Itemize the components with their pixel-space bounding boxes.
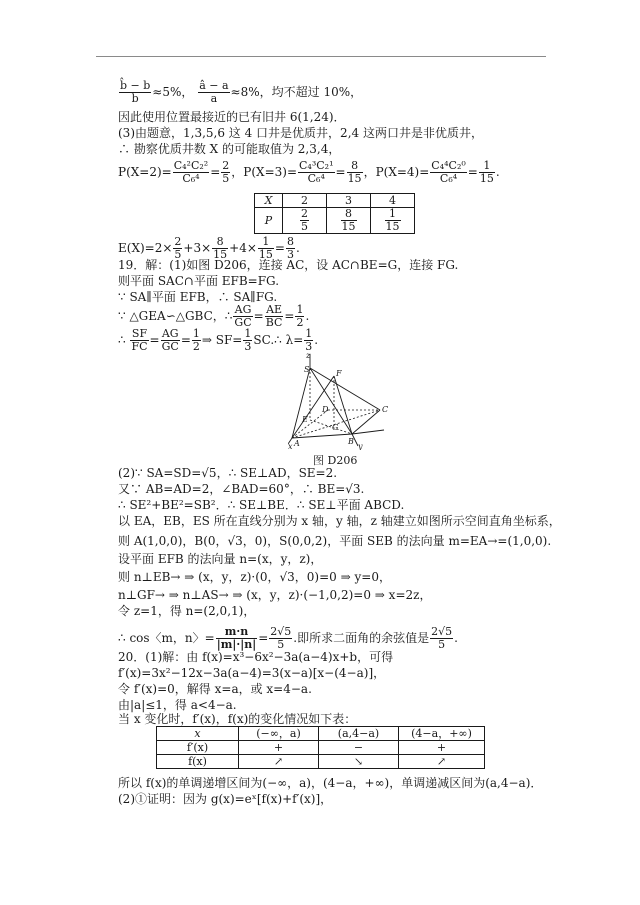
svg-text:y: y: [358, 442, 363, 450]
line-q19k: 设平面 EFB 的法向量 n=(x，y，z)，: [118, 552, 323, 566]
line-x-values: ∴ 勘察优质井数 X 的可能取值为 2,3,4，: [118, 142, 341, 156]
svg-text:A: A: [294, 439, 300, 448]
distribution-table: X 2 3 4 P $\frac{2}{5}$ $\frac{8}{15}$ $\frac{1}{15}$: [254, 193, 415, 234]
line-q19f: (2)∵ SA=SD=√5，∴ SE⊥AD，SE=2.: [118, 466, 338, 480]
line-q3-intro: (3)由题意，1,3,5,6 这 4 口井是优质井，2,4 这两口井是非优质井，: [118, 126, 483, 140]
pyramid-figure: [288, 350, 390, 450]
line-q19m: n⊥GF→ ⇒ n⊥AS→ ⇒ (x，y，z)·(−1,0,2)=0 ⇒ x=2z，: [118, 588, 432, 602]
line-q20g: (2)①证明：因为 g(x)=eˣ[f(x)+f′(x)]，: [118, 792, 333, 806]
fraction-a: $\frac{â - a}{a}$: [199, 79, 229, 105]
fraction-b: $\frac{b̂ - b}{b}$: [120, 79, 151, 105]
prob-cell: $\frac{1}{15}$: [371, 208, 415, 234]
line-q19o: ∴ cos〈m，n〉= $\frac{m\cdot n}{|m|\cdot|n|}$ = $\frac{2√5}{5}$ .即所求二面角的余弦值是 $\frac{2√5}{5}$ .: [118, 625, 458, 651]
prob-cell: $\frac{8}{15}$: [327, 208, 371, 234]
line-q20: 20．(1)解：由 f(x)=x³−6x²−3a(a−4)x+b，可得: [118, 650, 394, 664]
svg-text:G: G: [332, 423, 339, 432]
prob-cell: $\frac{2}{5}$: [283, 208, 327, 234]
line-q20d: 由|a|≤1，得 a<4−a.: [118, 698, 237, 712]
line-q19j: 则 A(1,0,0)，B(0，√3，0)，S(0,0,2)，平面 SEB 的法向量 m=EA→=(1,0,0).: [118, 534, 552, 548]
line-q20b: f′(x)=3x²−12x−3a(a−4)=3(x−a)[x−(4−a)]，: [118, 666, 386, 680]
svg-text:z: z: [306, 351, 311, 360]
line-error-estimates: $\frac{b̂ - b}{b}$ ≈5%， $\frac{â - a}{a}$ ≈8%，均不超过 10%，: [120, 79, 363, 105]
line-q19d: ∵ △GEA∽△GBC，∴ $\frac{AG}{GC}$ = $\frac{AE}{BC}$ = $\frac{1}{2}$ .: [118, 303, 310, 329]
line-q19b: 则平面 SAC∩平面 EFB=FG.: [118, 274, 280, 288]
line-q19g: 又∵ AB=AD=2，∠BAD=60°，∴ BE=√3.: [118, 482, 365, 496]
monotonicity-table: x (−∞，a) (a,4−a) (4−a，+∞) f′(x) + − + f(x) ↗ ↘ ↗: [156, 726, 485, 769]
line-q20e: 当 x 变化时，f′(x)，f(x)的变化情况如下表：: [118, 712, 357, 726]
line-q19: 19．解：(1)如图 D206，连接 AC，设 AC∩BE=G，连接 FG.: [118, 258, 459, 272]
line-q19l: 则 n⊥EB→ ⇒ (x，y，z)·(0，√3，0)=0 ⇒ y=0，: [118, 570, 391, 584]
line-q19i: 以 EA，EB，ES 所在直线分别为 x 轴，y 轴，z 轴建立如图所示空间直角坐标系，: [118, 514, 561, 528]
line-conclusion: 因此使用位置最接近的已有旧井 6(1,24)．: [118, 110, 346, 124]
line-q19e: ∴ $\frac{SF}{FC}$ = $\frac{AG}{GC}$ = $\frac{1}{2}$ ⇒ SF= $\frac{1}{3}$ SC.∴ λ= $\frac{1}{3}$ .: [118, 327, 319, 353]
header-rule: [96, 56, 546, 57]
svg-text:E: E: [302, 415, 308, 424]
line-probabilities: P(X=2)= $\frac{\text{C₄²C₂²}}{\text{C₆⁴}}$ = $\frac{2}{5}$ ，P(X=3)= $\frac{\text{C₄³C₂¹}}{\text{C₆⁴}}$ = $\frac{8}{15}$ ，P(X=4)= $\frac{\text{C₄⁴C₂⁰}}{\text{C₆⁴}}$ = $\frac{1}{15}$ .: [118, 159, 500, 185]
line-q19n: 令 z=1，得 n=(2,0,1)，: [118, 604, 256, 618]
svg-text:C: C: [382, 405, 389, 414]
line-q20c: 令 f′(x)=0，解得 x=a，或 x=4−a.: [118, 682, 312, 696]
line-expectation: E(X)=2× $\frac{2}{5}$ +3× $\frac{8}{15}$ +4× $\frac{1}{15}$ = $\frac{8}{3}$ .: [118, 235, 300, 261]
figure-caption: 图 D206: [313, 454, 358, 467]
svg-text:D: D: [322, 405, 329, 414]
svg-text:S: S: [304, 365, 310, 374]
line-q20f: 所以 f(x)的单调递增区间为(−∞，a)，(4−a，+∞)，单调递减区间为(a,4−a)．: [118, 776, 543, 790]
svg-text:F: F: [336, 369, 342, 378]
line-q19h: ∴ SE²+BE²=SB²．∴ SE⊥BE．∴ SE⊥平面 ABCD.: [118, 498, 405, 512]
line-q19c: ∵ SA∥平面 EFB，∴ SA∥FG.: [118, 290, 278, 304]
svg-text:x: x: [288, 442, 293, 450]
svg-text:B: B: [348, 437, 354, 446]
